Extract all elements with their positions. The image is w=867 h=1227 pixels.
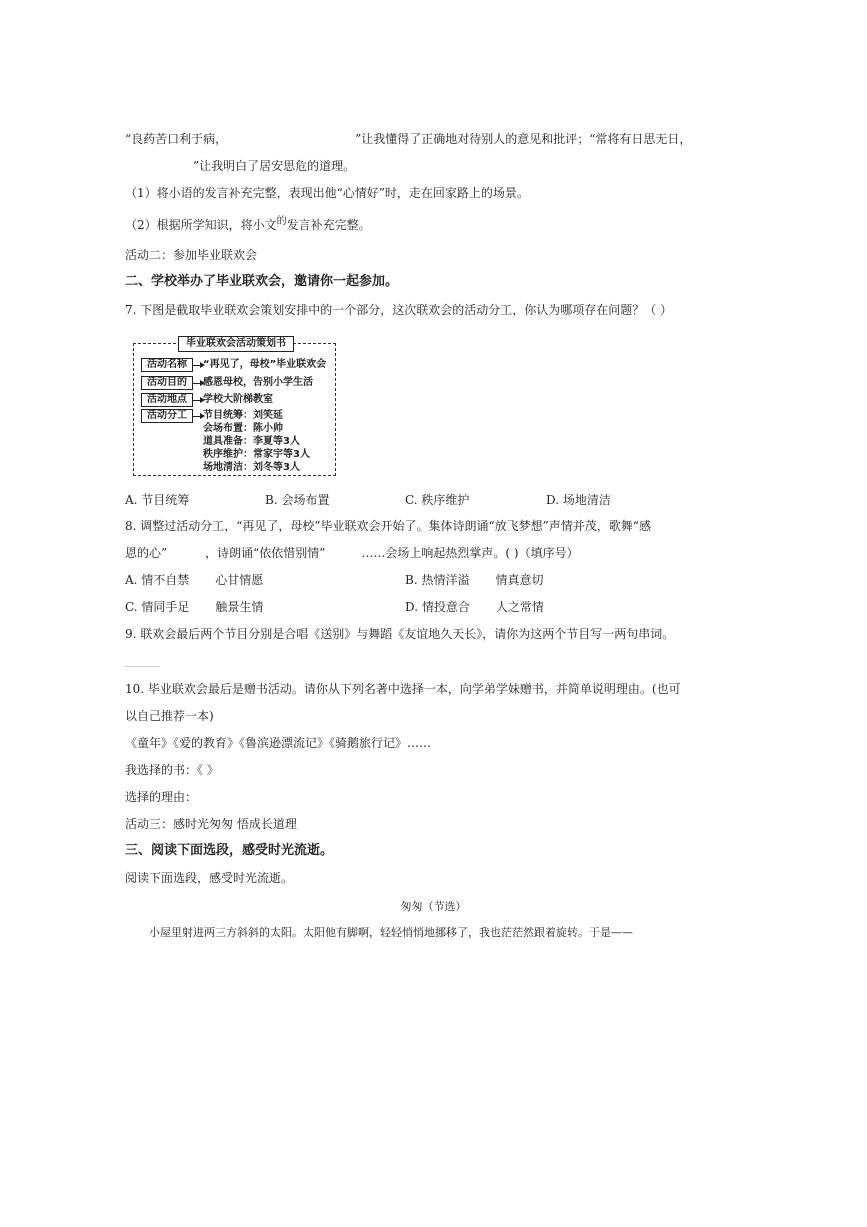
- plan-arrow: [193, 400, 203, 401]
- plan-arrow: [193, 416, 203, 417]
- q8-text: 恩的心”: [125, 546, 168, 560]
- option-word: C. 情同手足: [125, 600, 190, 614]
- activity-3-label: 活动三：感时光匆匆 悟成长道理: [125, 817, 297, 831]
- passage-title: 匆匆（节选）: [400, 900, 467, 913]
- option-word: B. 热情洋溢: [405, 573, 470, 587]
- q7-option-d: D. 场地清洁: [546, 493, 611, 507]
- intro-line-2: ”让我明白了居安思危的道理。: [193, 159, 356, 173]
- question-8-line-1: 8. 调整过活动分工，“再见了，母校”毕业联欢会开始了。集体诗朗诵“放飞梦想”声情并茂，歌舞“感: [125, 519, 651, 533]
- option-word: 人之常情: [495, 600, 544, 614]
- question-2: [125, 217, 371, 235]
- plan-value-purpose: 感恩母校，告别小学生活: [203, 377, 313, 388]
- plan-extra-line: 会场布置：陈小帅: [203, 423, 283, 434]
- plan-label-name: 活动名称: [141, 358, 193, 372]
- q2-superscript: 的: [276, 216, 287, 227]
- q8-option-d: [405, 599, 544, 615]
- plan-diagram-title: 毕业联欢会活动策划书: [178, 336, 294, 352]
- q7-option-b: B. 会场布置: [265, 493, 330, 507]
- plan-extra-line: 秩序维护：常家宇等3人: [203, 449, 310, 460]
- q2-text: （2）根据所学知识，将小文: [125, 218, 277, 232]
- q7-option-c: C. 秩序维护: [405, 493, 470, 507]
- question-7: 7. 下图是截取毕业联欢会策划安排中的一个部分，这次联欢会的活动分工，你认为哪项存在问题？（ ）: [125, 303, 673, 317]
- q8-text: ……会场上响起热烈掌声。( )（填序号）: [361, 546, 579, 560]
- book-list: 《童年》《爱的教育》《鲁滨逊漂流记》《骑鹅旅行记》……: [125, 736, 432, 750]
- intro-text: “良药苦口利于病，: [125, 132, 228, 146]
- plan-extra-line: 道具准备：李夏等3人: [203, 436, 300, 447]
- q2-text: 发言补充完整。: [286, 218, 371, 232]
- intro-text: ”让我懂得了正确地对待别人的意见和批评；“常将有日思无日，: [355, 132, 692, 146]
- intro-line-1: [125, 131, 691, 147]
- question-8-line-2: [125, 545, 579, 561]
- question-10-line-1: 10. 毕业联欢会最后是赠书活动。请你从下列名著中选择一本，向学弟学妹赠书，并简单说明理由。(也可: [125, 682, 681, 696]
- option-word: 心甘情愿: [215, 573, 264, 587]
- option-word: A. 情不自禁: [125, 573, 190, 587]
- q7-option-a: A. 节目统筹: [125, 493, 190, 507]
- plan-arrow: [193, 365, 203, 366]
- q8-option-c: [125, 599, 263, 615]
- option-word: 触景生情: [215, 600, 264, 614]
- passage-line: 小屋里射进两三方斜斜的太阳。太阳他有脚啊，轻轻悄悄地挪移了，我也茫茫然跟着旋转。于是——: [149, 926, 633, 939]
- plan-value-location: 学校大阶梯教室: [203, 394, 273, 405]
- plan-value-name: “再见了，母校”毕业联欢会: [203, 359, 327, 370]
- q8-option-a: [125, 572, 263, 588]
- question-9: 9. 联欢会最后两个节目分别是合唱《送别》与舞蹈《友谊地久天长》，请你为这两个节目写一两句串词。: [125, 627, 675, 641]
- question-1: （1）将小语的发言补充完整，表现出他“心情好”时，走在回家路上的场景。: [125, 186, 529, 200]
- q8-text: ，诗朗诵“依依惜别情”: [205, 546, 326, 560]
- plan-value-division: 节目统筹：刘笑延: [203, 410, 283, 421]
- answer-line: [125, 666, 160, 667]
- activity-2-label: 活动二：参加毕业联欢会: [125, 248, 258, 262]
- plan-label-division: 活动分工: [141, 409, 193, 423]
- option-word: 情真意切: [495, 573, 544, 587]
- plan-label-purpose: 活动目的: [141, 376, 193, 390]
- option-word: D. 情投意合: [405, 600, 470, 614]
- plan-arrow: [193, 383, 203, 384]
- q8-option-b: [405, 572, 543, 588]
- section-3-subtitle: 阅读下面选段，感受时光流逝。: [125, 871, 294, 885]
- plan-label-location: 活动地点: [141, 393, 193, 407]
- section-3-heading: 三、阅读下面选段，感受时光流逝。: [125, 843, 334, 858]
- plan-extra-line: 场地清洁：刘冬等3人: [203, 462, 300, 473]
- book-choice: 我选择的书：《 》: [125, 763, 219, 777]
- choice-reason: 选择的理由：: [125, 790, 198, 804]
- question-10-line-2: 以自己推荐一本): [125, 709, 214, 723]
- section-2-heading: 二、学校举办了毕业联欢会，邀请你一起参加。: [125, 274, 399, 289]
